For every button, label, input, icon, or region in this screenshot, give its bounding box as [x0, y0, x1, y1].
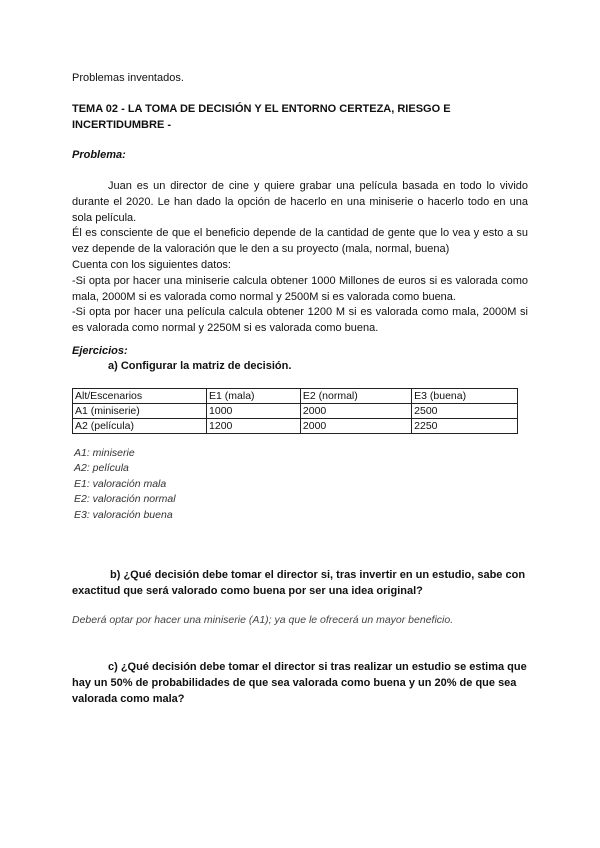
table-row [73, 404, 518, 419]
exercise-c: c) ¿Qué decisión debe tomar el director si tras realizar un estudio se estima que hay un 50% de probabilidades de que sea valorada como buena y un 20% de que sea valorada como mala? [72, 661, 527, 705]
legend-item: E1: valoración mala [74, 477, 167, 490]
problem-statement [72, 179, 528, 337]
problem-heading: Problema: [72, 149, 126, 161]
legend-item: A2: película [74, 462, 129, 475]
legend [74, 446, 530, 523]
table-cell: 2000 [300, 419, 411, 434]
table-cell: E1 (mala) [207, 389, 301, 404]
legend-item: E2: valoración normal [74, 493, 176, 506]
decision-matrix [72, 388, 518, 434]
table-cell: A1 (miniserie) [73, 404, 207, 419]
table-cell: A2 (película) [73, 419, 207, 434]
table-cell: Alt/Escenarios [73, 389, 207, 404]
exercise-b: b) ¿Qué decisión debe tomar el director si, tras invertir en un estudio, sabe con exactitud que será valorado como buena por ser una idea original? [72, 569, 526, 597]
table-cell: 1200 [207, 419, 301, 434]
table-cell: 2500 [412, 404, 518, 419]
table-cell: 2250 [412, 419, 518, 434]
exercise-a: a) Configurar la matriz de decisión. [108, 360, 292, 372]
header-text: Problemas inventados. [72, 72, 184, 84]
table-header-row [73, 389, 518, 404]
paragraph: Juan es un director de cine y quiere grabar una película basada en todo lo vivido durante el 2020. Le han dado la opción de hacerlo en una miniserie o hacerlo todo en una sola película. [72, 180, 528, 224]
answer-b: Deberá optar por hacer una miniserie (A1); ya que le ofrecerá un mayor beneficio. [72, 614, 454, 626]
exercises-heading: Ejercicios: [72, 345, 128, 357]
table-cell: 1000 [207, 404, 301, 419]
paragraph: -Si opta por hacer una película calcula obtener 1200 M si es valorada como mala, 2000M si es valorada como normal y 2250M si es valorada como buena. [72, 306, 528, 335]
paragraph: Él es consciente de que el beneficio depende de la cantidad de gente que lo vea y esto a su vez depende de la valoración que le den a su proyecto (mala, normal, buena) [72, 227, 528, 256]
paragraph: -Si opta por hacer una miniserie calcula obtener 1000 Millones de euros si es valorada como mala, 2000M si es valorada como normal y 2500M si es valorada como buena. [72, 274, 528, 303]
table-cell: 2000 [300, 404, 411, 419]
table-cell: E2 (normal) [300, 389, 411, 404]
legend-item: A1: miniserie [74, 447, 135, 459]
table-cell: E3 (buena) [412, 389, 518, 404]
table-row [73, 419, 518, 434]
document-title: TEMA 02 - LA TOMA DE DECISIÓN Y EL ENTORNO CERTEZA, RIESGO E INCERTIDUMBRE - [72, 103, 451, 131]
paragraph: Cuenta con los siguientes datos: [72, 258, 231, 271]
legend-item: E3: valoración buena [74, 508, 173, 521]
